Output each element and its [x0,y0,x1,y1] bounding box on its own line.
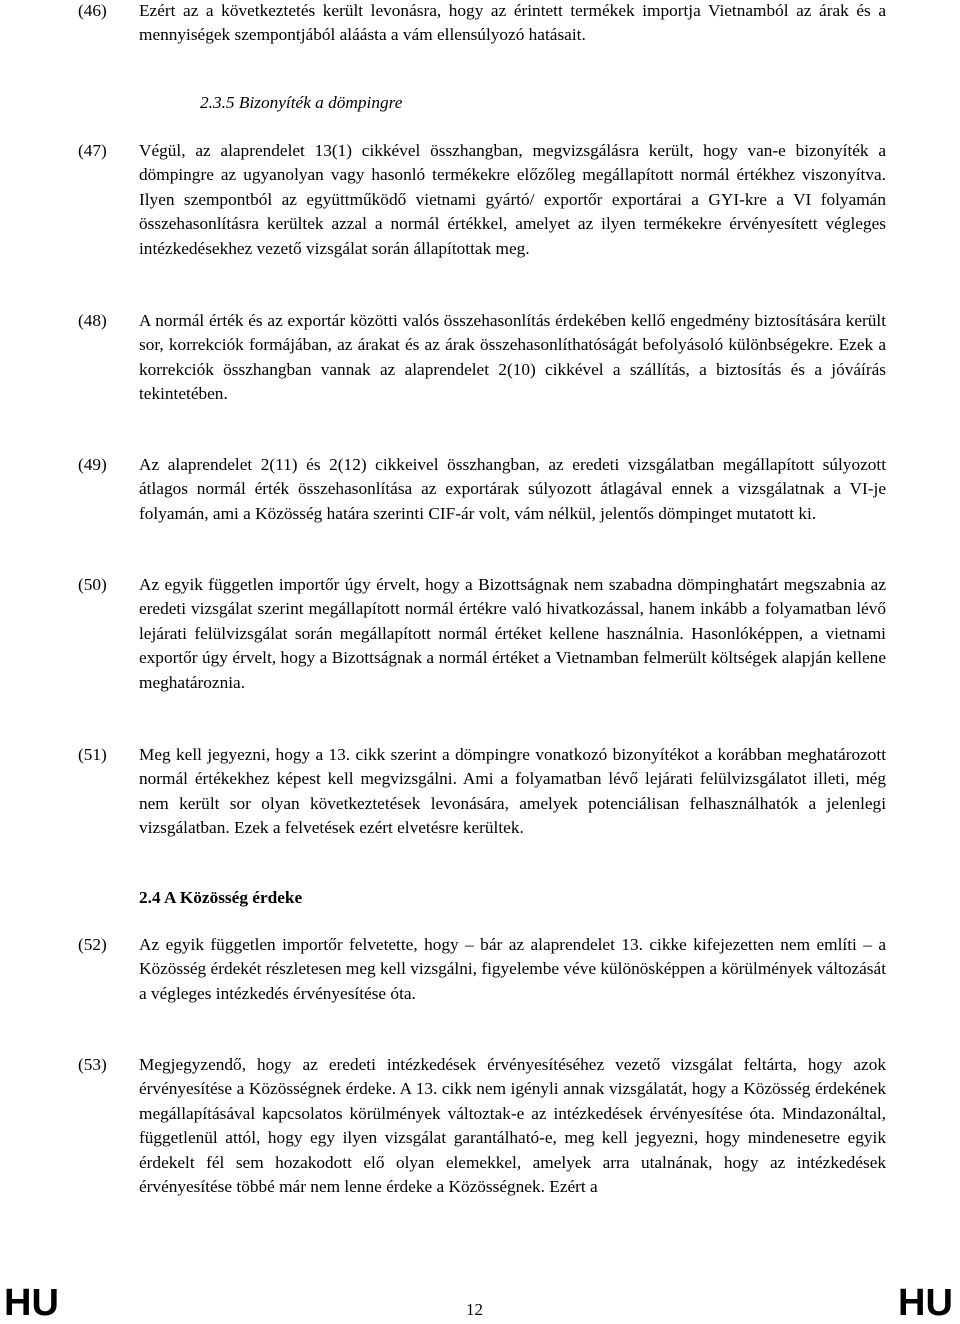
paragraph-46 [78,0,886,48]
paragraph-53 [78,1053,886,1199]
footer-language-code-right: HU [898,1282,953,1324]
paragraph-47 [78,139,886,261]
section-heading: 2.4 A Közösség érdeke [139,888,303,907]
paragraph-50 [78,573,886,695]
paragraph-number: (48) [78,311,107,330]
paragraph-text: Végül, az alaprendelet 13(1) cikkével összhangban, megvizsgálásra került, hogy van-e bizonyíték a dömpingre az ugyanolyan vagy hasonló termékekre előzőleg megállapított normál értékhez viszonyítva. Ilyen szempontból az együttműködő vietnami gyártó/ exportőr exportárai a GYI-kre a VI folyamán összehasonlításra kerültek azzal a normál értékkel, amelyet az ilyen termékekre érvényesített végleges intézkedésekhez vezető vizsgálat során állapítottak meg. [139,141,886,258]
paragraph-text: Meg kell jegyezni, hogy a 13. cikk szerint a dömpingre vonatkozó bizonyítékot a korábban meghatározott normál értékekhez képest kell megvizsgálni. Ami a folyamatban lévő lejárati felülvizsgálatot illeti, még nem került sor olyan következtetések levonására, amelyek potenciálisan felhasználhatók a jelenlegi vizsgálatban. Ezek a felvetések ezért elvetésre kerültek. [139,745,886,838]
paragraph-text: Az egyik független importőr úgy érvelt, hogy a Bizottságnak nem szabadna dömpinghatárt megszabnia az eredeti vizsgálat szerint megállapított normál értékre való hivatkozással, hanem inkább a folyamatban lévő lejárati felülvizsgálat során megállapított normál értéket kellene használnia. Hasonlóképpen, a vietnami exportőr úgy érvelt, hogy a Bizottságnak a normál értéket a Vietnamban felmerült költségek alapján kellene meghatároznia. [139,575,886,692]
paragraph-text: Ezért az a következtetés került levonásra, hogy az érintett termékek importja Vietnamból az árak és a mennyiségek szempontjából aláásta a vám ellensúlyozó hatásait. [139,1,886,45]
paragraph-48 [78,309,886,407]
paragraph-52 [78,933,886,1006]
paragraph-number: (46) [78,1,107,20]
paragraph-number: (52) [78,935,107,954]
paragraph-text: A normál érték és az exportár közötti valós összehasonlítás érdekében kellő engedmény biztosítására került sor, korrekciók formájában, az árakat és az árak összehasonlíthatóságát befolyásoló különbségekre. Ezek a korrekciók összhangban vannak az alaprendelet 2(10) cikkével a szállítás, a biztosítás és a jóváírás tekintetében. [139,311,886,404]
paragraph-number: (51) [78,745,107,764]
paragraph-number: (47) [78,141,107,160]
paragraph-text: Az egyik független importőr felvetette, hogy – bár az alaprendelet 13. cikke kifejezetten nem említi – a Közösség érdekét részletesen meg kell vizsgálni, figyelembe véve különösképpen a körülmények változását a végleges intézkedés érvényesítése óta. [139,935,886,1003]
paragraph-text: Megjegyzendő, hogy az eredeti intézkedések érvényesítéséhez vezető vizsgálat feltárta, hogy azok érvényesítése a Közösségnek érdeke. A 13. cikk nem igényli annak vizsgálatát, hogy a Közösség érdekének megállapításával kapcsolatos körülmények változtak-e az intézkedések érvényesítése óta. Mindazonáltal, függetlenül attól, hogy egy ilyen vizsgálat garantálható-e, meg kell jegyezni, hogy mindenesetre egyik érdekelt fél sem hozakodott elő olyan elemekkel, amelyek arra utalnának, hogy az intézkedések érvényesítése többé már nem lenne érdeke a Közösségnek. Ezért a [139,1055,886,1197]
footer-language-code-left: HU [4,1282,59,1324]
paragraph-51 [78,743,886,841]
page-number: 12 [466,1300,483,1319]
paragraph-49 [78,453,886,526]
subsection-heading: 2.3.5 Bizonyíték a dömpingre [200,93,403,112]
paragraph-number: (53) [78,1055,107,1074]
paragraph-text: Az alaprendelet 2(11) és 2(12) cikkeivel összhangban, az eredeti vizsgálatban megállapított súlyozott átlagos normál érték összehasonlítása az exportárak súlyozott átlagával ennek a vizsgálatnak a VI-je folyamán, ami a Közösség határa szerinti CIF-ár volt, vám nélkül, jelentős dömpinget mutatott ki. [139,455,886,523]
paragraph-number: (50) [78,575,107,594]
paragraph-number: (49) [78,455,107,474]
